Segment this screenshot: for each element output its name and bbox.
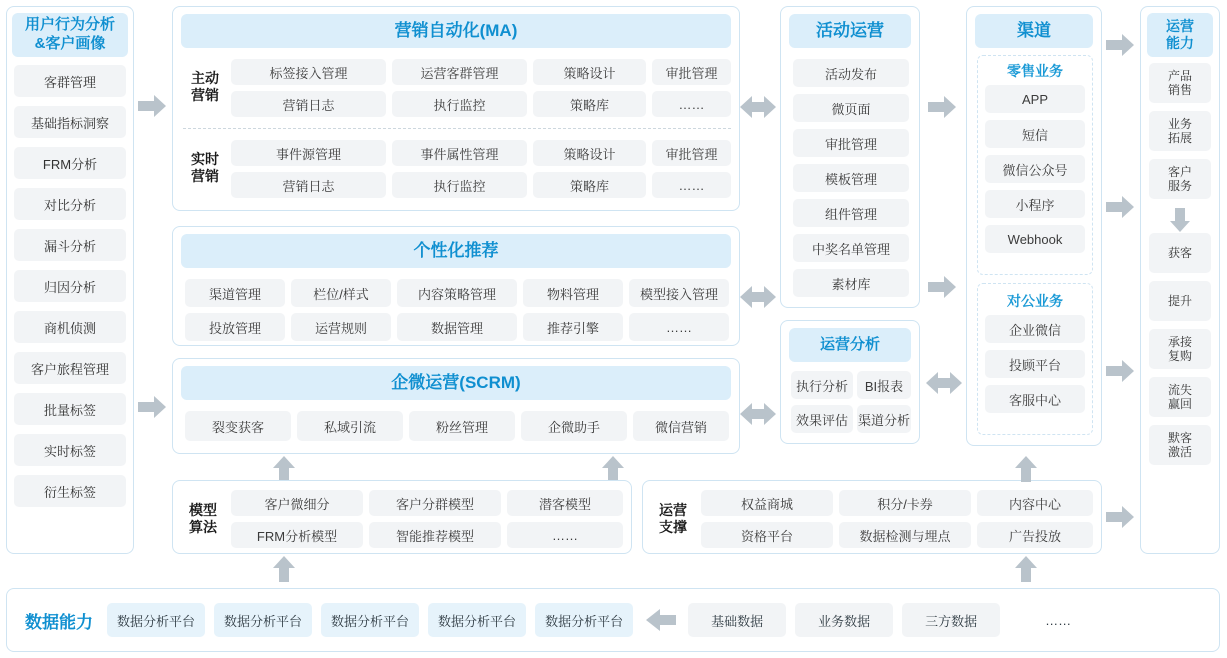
left-title-line1: 用户行为分析 [24, 16, 115, 34]
ma-cell[interactable]: 营销日志 [231, 91, 386, 117]
channel-corporate-title: 对公业务 [1007, 293, 1063, 309]
data-platform-cell[interactable]: 数据分析平台 [535, 603, 633, 637]
campaign-cell[interactable]: 微页面 [793, 94, 909, 122]
sidebar-item-comparison-analysis[interactable]: 对比分析 [14, 188, 126, 220]
channel-cell[interactable]: 客服中心 [985, 385, 1085, 413]
ma-cell[interactable]: 运营客群管理 [392, 59, 527, 85]
arrow-up-icon [1015, 456, 1037, 482]
scrm-cell[interactable]: 裂变获客 [185, 411, 291, 441]
sidebar-item-batch-tags[interactable]: 批量标签 [14, 393, 126, 425]
channel-cell[interactable]: 微信公众号 [985, 155, 1085, 183]
arrow-right-icon [928, 276, 956, 298]
arrow-left-icon [646, 609, 676, 631]
arrow-up-icon [273, 556, 295, 582]
sidebar-item-customer-group[interactable]: 客群管理 [14, 65, 126, 97]
campaign-cell[interactable]: 中奖名单管理 [793, 234, 909, 262]
ma-cell[interactable]: 事件源管理 [231, 140, 386, 166]
ma-cell[interactable]: 审批管理 [652, 59, 731, 85]
panel-title-ma: 营销自动化(MA) [181, 14, 731, 48]
divider [183, 128, 731, 129]
arrow-bidirectional-icon [740, 403, 776, 425]
sidebar-item-attribution-analysis[interactable]: 归因分析 [14, 270, 126, 302]
channel-cell[interactable]: APP [985, 85, 1085, 113]
ops-item[interactable]: 获客 [1149, 233, 1211, 273]
arrow-right-icon [928, 96, 956, 118]
channel-cell[interactable]: Webhook [985, 225, 1085, 253]
arrow-right-icon [1106, 506, 1134, 528]
reco-cell[interactable]: 运营规则 [291, 313, 391, 341]
scrm-cell[interactable]: 企微助手 [521, 411, 627, 441]
ma-cell[interactable]: 策略设计 [533, 140, 646, 166]
channel-cell[interactable]: 投顾平台 [985, 350, 1085, 378]
arrow-bidirectional-icon [926, 372, 962, 394]
arrow-right-icon [1106, 196, 1134, 218]
data-platform-cell[interactable]: 数据分析平台 [428, 603, 526, 637]
arrow-right-icon [1106, 360, 1134, 382]
campaign-cell[interactable]: 模板管理 [793, 164, 909, 192]
reco-cell[interactable]: 推荐引擎 [523, 313, 623, 341]
arrow-right-icon [1106, 34, 1134, 56]
model-cell[interactable]: 客户分群模型 [369, 490, 501, 516]
arrow-right-icon [138, 396, 166, 418]
ops-item[interactable]: 产品 销售 [1149, 63, 1211, 103]
support-cell[interactable]: 内容中心 [977, 490, 1093, 516]
arrow-right-icon [138, 95, 166, 117]
panel-model-algorithm [172, 480, 632, 554]
data-source-cell[interactable]: 三方数据 [902, 603, 1000, 637]
data-source-cell[interactable]: 业务数据 [795, 603, 893, 637]
reco-cell[interactable]: …… [629, 313, 729, 341]
channel-cell[interactable]: 短信 [985, 120, 1085, 148]
support-cell[interactable]: 权益商城 [701, 490, 833, 516]
sidebar-item-realtime-tags[interactable]: 实时标签 [14, 434, 126, 466]
model-cell[interactable]: FRM分析模型 [231, 522, 363, 548]
support-label: 运营 支撑 [659, 501, 687, 535]
reco-cell[interactable]: 内容策略管理 [397, 279, 517, 307]
ma-cell[interactable]: 标签接入管理 [231, 59, 386, 85]
arrow-up-icon [273, 456, 295, 482]
ma-cell[interactable]: 营销日志 [231, 172, 386, 198]
reco-cell[interactable]: 渠道管理 [185, 279, 285, 307]
support-cell[interactable]: 资格平台 [701, 522, 833, 548]
ma-cell[interactable]: 策略库 [533, 91, 646, 117]
reco-cell[interactable]: 投放管理 [185, 313, 285, 341]
analysis-cell[interactable]: 效果评估 [791, 405, 853, 433]
panel-campaign-operation [780, 6, 920, 308]
arrow-up-icon [1015, 556, 1037, 582]
ma-cell[interactable]: 审批管理 [652, 140, 731, 166]
panel-operation-analysis [780, 320, 920, 444]
campaign-cell[interactable]: 审批管理 [793, 129, 909, 157]
bottom-title: 数据能力 [25, 612, 93, 632]
panel-title-analysis: 运营分析 [789, 328, 911, 362]
sidebar-item-opportunity-detection[interactable]: 商机侦测 [14, 311, 126, 343]
panel-user-behavior-analysis [6, 6, 134, 554]
panel-title-channel: 渠道 [975, 14, 1093, 48]
ops-item[interactable]: 默客 激活 [1149, 425, 1211, 465]
support-cell[interactable]: 积分/卡券 [839, 490, 971, 516]
left-title-line2: &客户画像 [34, 35, 106, 52]
analysis-cell[interactable]: 渠道分析 [857, 405, 911, 433]
ma-cell[interactable]: 执行监控 [392, 172, 527, 198]
model-cell[interactable]: …… [507, 522, 623, 548]
scrm-cell[interactable]: 私域引流 [297, 411, 403, 441]
arrow-bidirectional-icon [740, 96, 776, 118]
panel-data-capability [6, 588, 1220, 652]
panel-channel [966, 6, 1102, 446]
model-label: 模型 算法 [189, 501, 217, 535]
support-cell[interactable]: 数据检测与埋点 [839, 522, 971, 548]
channel-cell[interactable]: 小程序 [985, 190, 1085, 218]
campaign-cell[interactable]: 素材库 [793, 269, 909, 297]
panel-title-campaign: 活动运营 [789, 14, 911, 48]
analysis-cell[interactable]: 执行分析 [791, 371, 853, 399]
channel-retail-title: 零售业务 [1007, 63, 1063, 79]
model-cell[interactable]: 客户微细分 [231, 490, 363, 516]
ma-cell[interactable]: …… [652, 172, 731, 198]
panel-title-scrm: 企微运营(SCRM) [181, 366, 731, 400]
ma-cell[interactable]: 执行监控 [392, 91, 527, 117]
ops-item[interactable]: 客户 服务 [1149, 159, 1211, 199]
panel-operation-support [642, 480, 1102, 554]
campaign-cell[interactable]: 组件管理 [793, 199, 909, 227]
model-cell[interactable]: 智能推荐模型 [369, 522, 501, 548]
analysis-cell[interactable]: BI报表 [857, 371, 911, 399]
channel-cell[interactable]: 企业微信 [985, 315, 1085, 343]
reco-cell[interactable]: 栏位/样式 [291, 279, 391, 307]
sidebar-item-frm-analysis[interactable]: FRM分析 [14, 147, 126, 179]
ops-item[interactable]: 提升 [1149, 281, 1211, 321]
data-platform-cell[interactable]: 数据分析平台 [214, 603, 312, 637]
reco-cell[interactable]: 模型接入管理 [629, 279, 729, 307]
data-source-cell[interactable]: 基础数据 [688, 603, 786, 637]
sidebar-item-derived-tags[interactable]: 衍生标签 [14, 475, 126, 507]
sidebar-item-basic-metrics[interactable]: 基础指标洞察 [14, 106, 126, 138]
scrm-cell[interactable]: 粉丝管理 [409, 411, 515, 441]
data-source-cell[interactable]: …… [1009, 603, 1107, 637]
panel-marketing-automation [172, 6, 740, 211]
panel-operation-capability [1140, 6, 1220, 554]
reco-cell[interactable]: 物料管理 [523, 279, 623, 307]
support-cell[interactable]: 广告投放 [977, 522, 1093, 548]
arrow-bidirectional-icon [740, 286, 776, 308]
scrm-cell[interactable]: 微信营销 [633, 411, 729, 441]
ops-item[interactable]: 承接 复购 [1149, 329, 1211, 369]
ma-cell[interactable]: 事件属性管理 [392, 140, 527, 166]
arrow-up-icon [602, 456, 624, 482]
sidebar-item-funnel-analysis[interactable]: 漏斗分析 [14, 229, 126, 261]
ops-item[interactable]: 业务 拓展 [1149, 111, 1211, 151]
panel-title-ops: 运营 能力 [1147, 13, 1213, 57]
reco-cell[interactable]: 数据管理 [397, 313, 517, 341]
ma-cell[interactable]: 策略库 [533, 172, 646, 198]
panel-scrm [172, 358, 740, 454]
campaign-cell[interactable]: 活动发布 [793, 59, 909, 87]
panel-title-user-behavior [12, 13, 128, 57]
ops-item[interactable]: 流失 赢回 [1149, 377, 1211, 417]
panel-title-reco: 个性化推荐 [181, 234, 731, 268]
ma-cell[interactable]: …… [652, 91, 731, 117]
panel-personalized-recommendation [172, 226, 740, 346]
ma-group1-label: 主动 营销 [191, 69, 219, 103]
sidebar-item-customer-journey[interactable]: 客户旅程管理 [14, 352, 126, 384]
data-platform-cell[interactable]: 数据分析平台 [321, 603, 419, 637]
ma-group2-label: 实时 营销 [191, 150, 219, 184]
ma-cell[interactable]: 策略设计 [533, 59, 646, 85]
arrow-down-icon [1141, 207, 1219, 233]
model-cell[interactable]: 潜客模型 [507, 490, 623, 516]
data-platform-cell[interactable]: 数据分析平台 [107, 603, 205, 637]
